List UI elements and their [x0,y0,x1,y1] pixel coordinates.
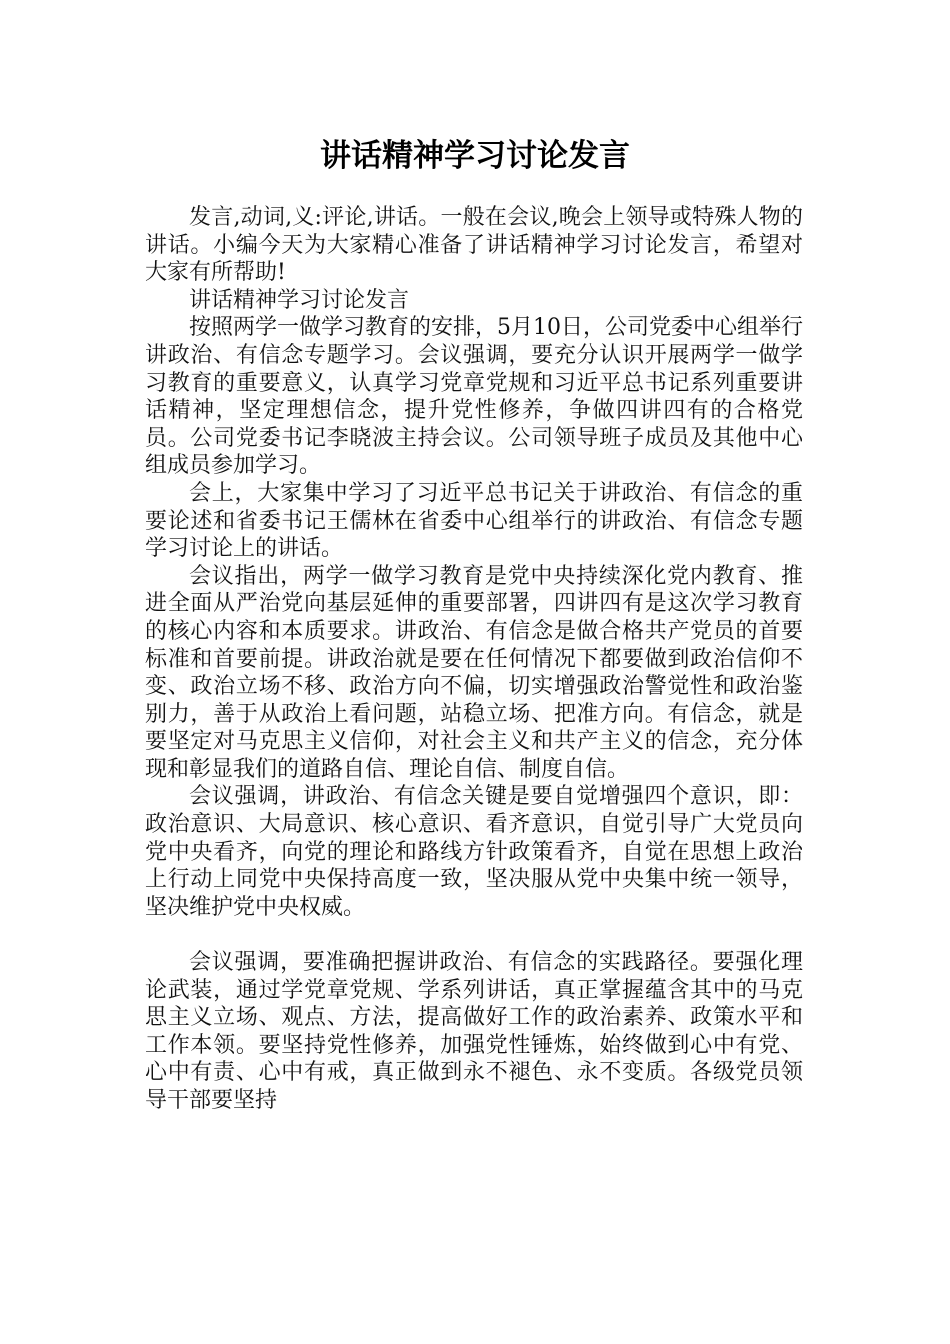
document-body [145,204,803,1115]
paragraph: 会议强调，要准确把握讲政治、有信念的实践路径。要强化理论武装，通过学党章党规、学系列讲话，真正掌握蕴含其中的马克思主义立场、观点、方法，提高做好工作的政治素养、政策水平和工作本领。要坚持党性修养，加强党性锤炼，始终做到心中有党、心中有责、心中有戒，真正做到永不褪色、永不变质。各级党员领导干部要坚持 [145,950,803,1113]
paragraph: 会议指出，两学一做学习教育是党中央持续深化党内教育、推进全面从严治党向基层延伸的重要部署，四讲四有是这次学习教育的核心内容和本质要求。讲政治、有信念是做合格共产党员的首要标准和首要前提。讲政治就是要在任何情况下都要做到政治信仰不变、政治立场不移、政治方向不偏，切实增强政治警觉性和政治鉴别力，善于从政治上看问题，站稳立场、把准方向。有信念，就是要坚定对马克思主义信仰，对社会主义和共产主义的信念，充分体现和彰显我们的道路自信、理论自信、制度自信。 [145,563,803,782]
paragraph: 发言,动词,义:评论,讲话。一般在会议,晚会上领导或特殊人物的讲话。小编今天为大家精心准备了讲话精神学习讨论发言，希望对大家有所帮助! [145,205,803,286]
paragraph: 按照两学一做学习教育的安排，5月10日，公司党委中心组举行讲政治、有信念专题学习。会议强调，要充分认识开展两学一做学习教育的重要意义，认真学习党章党规和习近平总书记系列重要讲话精神，坚定理想信念，提升党性修养，争做四讲四有的合格党员。公司党委书记李晓波主持会议。公司领导班子成员及其他中心组成员参加学习。 [145,315,803,479]
paragraph: 会议强调，讲政治、有信念关键是要自觉增强四个意识，即：政治意识、大局意识、核心意识、看齐意识，自觉引导广大党员向党中央看齐，向党的理论和路线方针政策看齐，自觉在思想上政治上行动上同党中央保持高度一致，坚决服从党中央集中统一领导，坚决维护党中央权威。 [145,784,803,920]
paragraph: 会上，大家集中学习了习近平总书记关于讲政治、有信念的重要论述和省委书记王儒林在省委中心组举行的讲政治、有信念专题学习讨论上的讲话。 [145,480,803,562]
paragraph: 讲话精神学习讨论发言 [189,287,410,313]
document-title: 讲话精神学习讨论发言 [320,138,630,174]
